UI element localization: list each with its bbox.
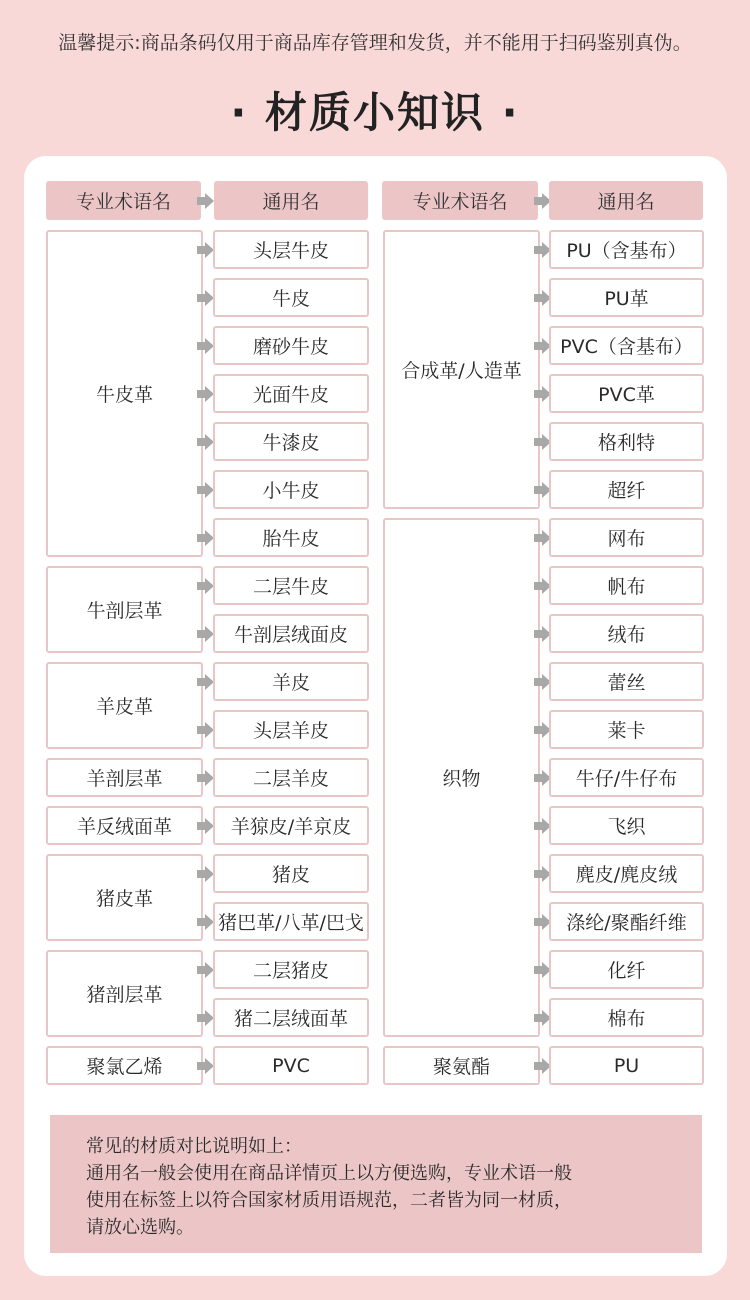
common-name-cell: 绒布 [549,614,704,653]
notice-text: 温馨提示:商品条码仅用于商品库存管理和发货，并不能用于扫码鉴别真伪。 [58,32,692,54]
common-name-cell: 莱卡 [549,710,704,749]
common-name-cell: 头层羊皮 [213,710,369,749]
common-name-cell: PU（含基布） [549,230,704,269]
header-right-common: 通用名 [549,181,703,220]
page-title: · 材质小知识 · [230,88,520,137]
term-cell: 羊皮革 [46,662,203,749]
common-name-cell: 化纤 [549,950,704,989]
term-cell: 聚氨酯 [383,1046,540,1085]
common-name-cell: 格利特 [549,422,704,461]
term-cell: 牛剖层革 [46,566,203,653]
note-line: 通用名一般会使用在商品详情页上以方便选购，专业术语一般 [86,1163,572,1184]
term-cell: 聚氯乙烯 [46,1046,203,1085]
common-name-cell: 小牛皮 [213,470,369,509]
arrow-right-icon [197,193,215,209]
common-name-cell: 网布 [549,518,704,557]
header-right-term: 专业术语名 [382,181,538,220]
common-name-cell: 二层猪皮 [213,950,369,989]
common-name-cell: 帆布 [549,566,704,605]
common-name-cell: 光面牛皮 [213,374,369,413]
term-cell: 猪剖层革 [46,950,203,1037]
common-name-cell: 飞织 [549,806,704,845]
common-name-cell: 猪皮 [213,854,369,893]
common-name-cell: 超纤 [549,470,704,509]
common-name-cell: 二层羊皮 [213,758,369,797]
common-name-cell: 牛剖层绒面皮 [213,614,369,653]
common-name-cell: 涤纶/聚酯纤维 [549,902,704,941]
common-name-cell: 磨砂牛皮 [213,326,369,365]
term-cell: 织物 [383,518,540,1037]
common-name-cell: 麂皮/麂皮绒 [549,854,704,893]
header-left-common: 通用名 [214,181,368,220]
term-cell: 牛皮革 [46,230,203,557]
common-name-cell: PU革 [549,278,704,317]
note-line: 请放心选购。 [86,1217,194,1238]
common-name-cell: 蕾丝 [549,662,704,701]
common-name-cell: PVC（含基布） [549,326,704,365]
common-name-cell: 棉布 [549,998,704,1037]
common-name-cell: 牛漆皮 [213,422,369,461]
common-name-cell: 牛仔/牛仔布 [549,758,704,797]
explanation-note [50,1115,702,1253]
header-left-term: 专业术语名 [46,181,201,220]
common-name-cell: 二层牛皮 [213,566,369,605]
term-cell: 羊剖层革 [46,758,203,797]
common-name-cell: PVC [213,1046,369,1085]
common-name-cell: 头层牛皮 [213,230,369,269]
common-name-cell: 羊猄皮/羊京皮 [213,806,369,845]
common-name-cell: PVC革 [549,374,704,413]
term-cell: 猪皮革 [46,854,203,941]
common-name-cell: 牛皮 [213,278,369,317]
note-line: 使用在标签上以符合国家材质用语规范，二者皆为同一材质， [86,1190,572,1211]
common-name-cell: 猪二层绒面革 [213,998,369,1037]
term-cell: 羊反绒面革 [46,806,203,845]
common-name-cell: 羊皮 [213,662,369,701]
common-name-cell: PU [549,1046,704,1085]
term-cell: 合成革/人造革 [383,230,540,509]
note-line: 常见的材质对比说明如上： [86,1136,302,1157]
common-name-cell: 胎牛皮 [213,518,369,557]
common-name-cell: 猪巴革/八革/巴戈 [213,902,369,941]
